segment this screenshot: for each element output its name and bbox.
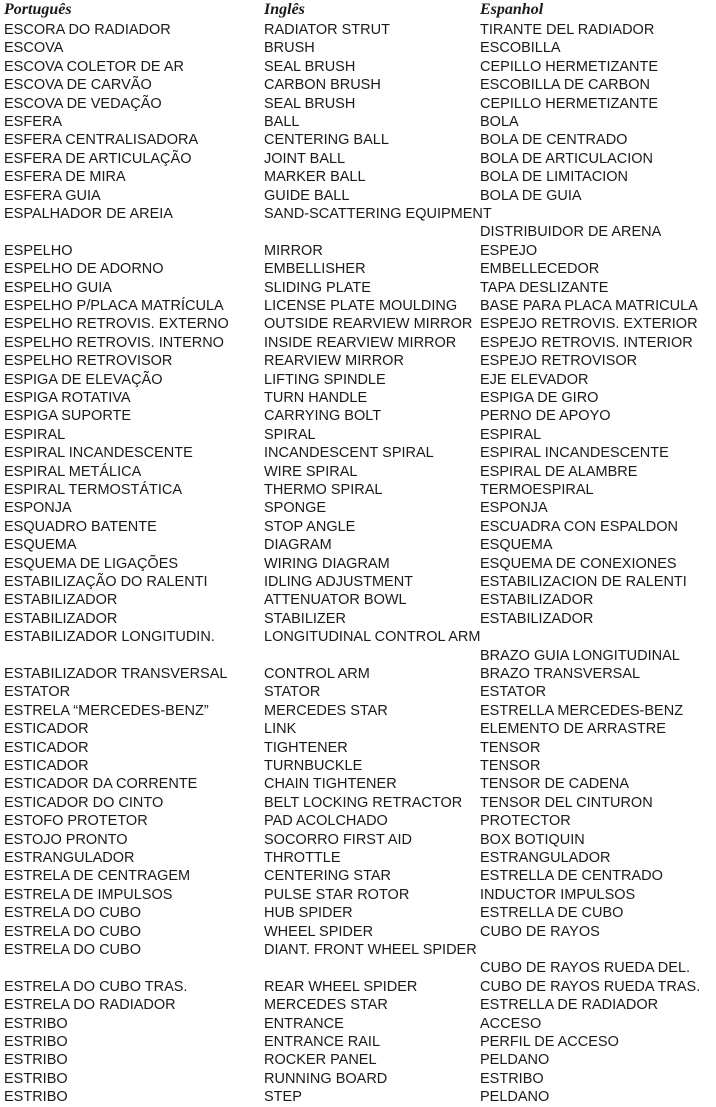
term-portugues: ESTRELA “MERCEDES-BENZ” (4, 702, 209, 719)
term-portugues: ESCORA DO RADIADOR (4, 22, 171, 38)
term-ingles: IDLING ADJUSTMENT (264, 574, 414, 590)
table-row (0, 812, 716, 830)
table-row (0, 831, 716, 849)
term-espanhol: ESPONJA (480, 500, 548, 517)
table-row (0, 555, 716, 573)
term-espanhol: BOLA DE LIMITACION (480, 169, 628, 186)
table-row (0, 591, 716, 609)
term-espanhol: ACCESO (480, 1015, 542, 1032)
header-espanhol: Espanhol (480, 1, 544, 18)
term-espanhol: ESCOBILLA (480, 40, 561, 57)
term-espanhol: ESPEJO (480, 242, 538, 259)
term-espanhol: TERMOESPIRAL (480, 482, 594, 498)
term-ingles: GUIDE BALL (264, 187, 350, 204)
term-espanhol: BRAZO GUIA LONGITUDINAL (480, 647, 680, 664)
table-row (0, 573, 716, 591)
term-ingles: ATTENUATOR BOWL (264, 592, 407, 609)
term-portugues: ESTICADOR (4, 758, 89, 774)
term-ingles: CENTERING BALL (264, 132, 389, 149)
term-espanhol: ESTABILIZACION DE RALENTI (480, 574, 687, 590)
term-espanhol: ESQUEMA (480, 537, 553, 554)
term-ingles: MERCEDES STAR (264, 997, 388, 1014)
term-portugues: ESTOJO PRONTO (4, 831, 128, 848)
term-portugues: ESPIRAL METÁLICA (4, 463, 142, 480)
term-ingles: LICENSE PLATE MOULDING (264, 298, 458, 314)
term-espanhol: TIRANTE DEL RADIADOR (480, 22, 655, 38)
term-ingles: REARVIEW MIRROR (264, 353, 404, 370)
term-portugues: ESTRELA DO RADIADOR (4, 997, 176, 1014)
term-espanhol: BOLA DE ARTICULACION (480, 150, 653, 167)
term-portugues: ESTICADOR (4, 721, 89, 738)
term-portugues: ESFERA DE ARTICULAÇÃO (4, 150, 192, 167)
term-ingles: TURN HANDLE (264, 390, 368, 406)
table-row (0, 426, 716, 444)
term-portugues: ESPONJA (4, 500, 72, 517)
table-row (0, 168, 716, 186)
table-row (0, 58, 716, 76)
term-ingles: STATOR (264, 684, 321, 701)
term-espanhol: CUBO DE RAYOS (480, 923, 600, 940)
term-espanhol: ESTRANGULADOR (480, 850, 611, 866)
table-row (0, 757, 716, 775)
table-row (0, 1033, 716, 1051)
header-portugues: Português (4, 1, 72, 18)
term-portugues: ESFERA DE MIRA (4, 169, 126, 186)
term-portugues: ESTRANGULADOR (4, 850, 135, 866)
term-espanhol: ESTABILIZADOR (480, 592, 594, 609)
term-ingles: STOP ANGLE (264, 518, 356, 535)
table-row (0, 536, 716, 554)
table-row (0, 628, 716, 646)
term-ingles: STABILIZER (264, 610, 346, 627)
table-row (0, 720, 716, 738)
term-ingles: SAND-SCATTERING EQUIPMENT (264, 206, 492, 222)
term-portugues: ESTRELA DE IMPULSOS (4, 886, 173, 903)
term-ingles: REAR WHEEL SPIDER (264, 978, 418, 995)
term-portugues: ESPIGA DE ELEVAÇÃO (4, 371, 163, 388)
term-ingles: ENTRANCE (264, 1015, 344, 1032)
table-row (0, 371, 716, 389)
table-row (0, 941, 716, 959)
table-row (0, 39, 716, 57)
term-portugues: ESPALHADOR DE AREIA (4, 206, 173, 222)
table-row (0, 95, 716, 113)
term-espanhol: ELEMENTO DE ARRASTRE (480, 721, 666, 738)
term-espanhol: ESTRELLA MERCEDES-BENZ (480, 702, 684, 719)
term-portugues: ESPELHO DE ADORNO (4, 261, 164, 278)
term-espanhol: BOX BOTIQUIN (480, 831, 585, 848)
term-ingles: CHAIN TIGHTENER (264, 776, 397, 793)
term-portugues: ESQUADRO BATENTE (4, 518, 157, 535)
table-row (0, 242, 716, 260)
term-espanhol: ESCOBILLA DE CARBON (480, 77, 651, 94)
table-row (0, 279, 716, 297)
term-ingles: ROCKER PANEL (264, 1052, 377, 1069)
term-espanhol: ESPEJO RETROVIS. EXTERIOR (480, 316, 698, 333)
term-portugues: ESTOFO PROTETOR (4, 813, 148, 830)
table-row (0, 867, 716, 885)
term-portugues: ESTRIBO (4, 1034, 68, 1050)
term-ingles: THERMO SPIRAL (264, 482, 383, 498)
table-row (0, 187, 716, 205)
table-row (0, 886, 716, 904)
table-row (0, 978, 716, 996)
term-espanhol: TENSOR (480, 739, 541, 756)
term-ingles: CONTROL ARM (264, 666, 370, 682)
table-row (0, 904, 716, 922)
term-espanhol: ESPIRAL DE ALAMBRE (480, 463, 638, 480)
term-espanhol: ESTRELLA DE CUBO (480, 905, 624, 922)
term-portugues: ESPIRAL TERMOSTÁTICA (4, 482, 183, 498)
table-row (0, 610, 716, 628)
term-espanhol: CUBO DE RAYOS RUEDA TRAS. (480, 978, 701, 995)
term-ingles: WHEEL SPIDER (264, 923, 374, 940)
table-row (0, 76, 716, 94)
table-row (0, 205, 716, 223)
term-ingles: CENTERING STAR (264, 868, 392, 885)
term-portugues: ESTRIBO (4, 1052, 68, 1069)
term-portugues: ESTABILIZADOR (4, 610, 118, 627)
term-ingles: BALL (264, 114, 300, 130)
term-portugues: ESTRELA DO CUBO TRAS. (4, 978, 188, 995)
term-portugues: ESTABILIZADOR LONGITUDIN. (4, 629, 215, 646)
term-portugues: ESTATOR (4, 684, 71, 701)
term-portugues: ESPIRAL INCANDESCENTE (4, 445, 193, 462)
term-portugues: ESCOVA (4, 40, 64, 57)
term-ingles: THROTTLE (264, 850, 341, 866)
term-ingles: CARBON BRUSH (264, 77, 381, 94)
term-ingles: INCANDESCENT SPIRAL (264, 445, 434, 462)
table-row (0, 334, 716, 352)
term-portugues: ESPELHO P/PLACA MATRÍCULA (4, 298, 224, 314)
term-ingles: INSIDE REARVIEW MIRROR (264, 334, 457, 351)
term-portugues: ESTABILIZADOR (4, 592, 118, 609)
term-ingles: LIFTING SPINDLE (264, 371, 386, 388)
term-portugues: ESPELHO RETROVIS. EXTERNO (4, 316, 229, 333)
term-espanhol: ESQUEMA DE CONEXIONES (480, 555, 677, 572)
term-espanhol: PERFIL DE ACCESO (480, 1034, 619, 1050)
term-portugues: ESTRIBO (4, 1070, 68, 1087)
term-espanhol: BOLA (480, 114, 519, 130)
table-row (0, 1015, 716, 1033)
term-portugues: ESPIGA ROTATIVA (4, 390, 131, 406)
term-espanhol: ESPEJO RETROVISOR (480, 353, 638, 370)
term-portugues: ESPIRAL (4, 426, 66, 443)
term-espanhol: PELDANO (480, 1052, 550, 1069)
term-portugues: ESCOVA DE CARVÃO (4, 77, 152, 94)
term-portugues: ESTRELA DO CUBO (4, 905, 141, 922)
table-row (0, 849, 716, 867)
term-ingles: LONGITUDINAL CONTROL ARM (264, 629, 481, 646)
term-ingles: CARRYING BOLT (264, 408, 382, 425)
term-portugues: ESTRELA DE CENTRAGEM (4, 868, 191, 885)
term-espanhol: BRAZO TRANSVERSAL (480, 666, 641, 682)
term-ingles: MIRROR (264, 242, 323, 259)
term-espanhol: BOLA DE GUIA (480, 187, 582, 204)
table-row (0, 923, 716, 941)
term-espanhol: PROTECTOR (480, 813, 571, 830)
table-row (0, 959, 716, 977)
term-espanhol: INDUCTOR IMPULSOS (480, 886, 636, 903)
table-row (0, 775, 716, 793)
term-portugues: ESTICADOR DO CINTO (4, 794, 164, 811)
term-ingles: JOINT BALL (264, 150, 346, 167)
table-row (0, 996, 716, 1014)
table-row (0, 463, 716, 481)
term-portugues: ESTRIBO (4, 1015, 68, 1032)
term-ingles: SPONGE (264, 500, 327, 517)
term-espanhol: TENSOR (480, 758, 541, 774)
term-espanhol: TAPA DESLIZANTE (480, 279, 609, 296)
term-portugues: ESQUEMA (4, 537, 77, 554)
term-espanhol: TENSOR DE CADENA (480, 776, 630, 793)
table-row (0, 1070, 716, 1088)
term-portugues: ESPELHO (4, 242, 73, 259)
table-row (0, 702, 716, 720)
term-espanhol: PELDANO (480, 1089, 550, 1106)
header-ingles: Inglês (264, 1, 305, 18)
table-row (0, 665, 716, 683)
table-row (0, 481, 716, 499)
term-ingles: BELT LOCKING RETRACTOR (264, 794, 463, 811)
term-espanhol: TENSOR DEL CINTURON (480, 794, 653, 811)
term-portugues: ESPELHO RETROVIS. INTERNO (4, 334, 224, 351)
term-portugues: ESTRELA DO CUBO (4, 923, 141, 940)
term-espanhol: ESTRIBO (480, 1070, 544, 1087)
term-espanhol: BASE PARA PLACA MATRICULA (480, 298, 698, 314)
term-espanhol: BOLA DE CENTRADO (480, 132, 628, 149)
table-row (0, 518, 716, 536)
table-row (0, 131, 716, 149)
term-ingles: BRUSH (264, 40, 315, 57)
term-ingles: RUNNING BOARD (264, 1070, 388, 1087)
term-espanhol: ESPIGA DE GIRO (480, 390, 599, 406)
term-ingles: MARKER BALL (264, 169, 366, 186)
term-espanhol: CUBO DE RAYOS RUEDA DEL. (480, 960, 691, 977)
term-espanhol: ESTRELLA DE CENTRADO (480, 868, 663, 885)
term-ingles: SPIRAL (264, 426, 316, 443)
term-espanhol: ESPIRAL INCANDESCENTE (480, 445, 669, 462)
term-espanhol: DISTRIBUIDOR DE ARENA (480, 224, 662, 241)
table-row (0, 1051, 716, 1069)
table-row (0, 647, 716, 665)
term-portugues: ESFERA (4, 114, 63, 130)
term-ingles: DIAGRAM (264, 537, 332, 554)
term-espanhol: ESTATOR (480, 684, 547, 701)
term-portugues: ESFERA GUIA (4, 187, 101, 204)
term-ingles: WIRING DIAGRAM (264, 555, 390, 572)
term-portugues: ESTICADOR DA CORRENTE (4, 776, 198, 793)
term-ingles: PAD ACOLCHADO (264, 813, 388, 830)
table-row (0, 407, 716, 425)
table-row (0, 223, 716, 241)
table-row (0, 150, 716, 168)
term-ingles: STEP (264, 1089, 302, 1106)
term-ingles: PULSE STAR ROTOR (264, 886, 410, 903)
table-row (0, 389, 716, 407)
term-portugues: ESPIGA SUPORTE (4, 408, 132, 425)
term-espanhol: EJE ELEVADOR (480, 371, 589, 388)
term-espanhol: ESTABILIZADOR (480, 610, 594, 627)
term-portugues: ESPELHO GUIA (4, 279, 112, 296)
term-ingles: HUB SPIDER (264, 905, 353, 922)
term-ingles: RADIATOR STRUT (264, 22, 390, 38)
table-row (0, 21, 716, 39)
table-row (0, 315, 716, 333)
term-ingles: SEAL BRUSH (264, 95, 356, 112)
term-ingles: MERCEDES STAR (264, 702, 388, 719)
table-row (0, 499, 716, 517)
term-portugues: ESQUEMA DE LIGAÇÕES (4, 555, 179, 572)
term-portugues: ESCOVA COLETOR DE AR (4, 58, 184, 75)
term-ingles: LINK (264, 721, 297, 738)
term-espanhol: CEPILLO HERMETIZANTE (480, 95, 659, 112)
term-espanhol: EMBELLECEDOR (480, 261, 600, 278)
table-row (0, 113, 716, 131)
term-portugues: ESPELHO RETROVISOR (4, 353, 173, 370)
term-ingles: SOCORRO FIRST AID (264, 831, 412, 848)
term-ingles: SEAL BRUSH (264, 58, 356, 75)
term-ingles: TURNBUCKLE (264, 758, 363, 774)
term-ingles: OUTSIDE REARVIEW MIRROR (264, 316, 473, 333)
table-row (0, 297, 716, 315)
term-espanhol: ESPIRAL (480, 426, 542, 443)
table-row (0, 683, 716, 701)
term-portugues: ESCOVA DE VEDAÇÃO (4, 95, 162, 112)
term-portugues: ESTABILIZADOR TRANSVERSAL (4, 666, 228, 682)
table-row (0, 444, 716, 462)
term-ingles: SLIDING PLATE (264, 279, 371, 296)
term-ingles: EMBELLISHER (264, 261, 366, 278)
term-espanhol: CEPILLO HERMETIZANTE (480, 58, 659, 75)
table-row (0, 1088, 716, 1106)
term-portugues: ESTRELA DO CUBO (4, 942, 141, 958)
term-portugues: ESTICADOR (4, 739, 89, 756)
term-ingles: DIANT. FRONT WHEEL SPIDER (264, 942, 477, 958)
term-espanhol: ESPEJO RETROVIS. INTERIOR (480, 334, 693, 351)
term-portugues: ESFERA CENTRALISADORA (4, 132, 199, 149)
term-espanhol: ESCUADRA CON ESPALDON (480, 518, 678, 535)
table-row (0, 352, 716, 370)
term-portugues: ESTRIBO (4, 1089, 68, 1106)
term-ingles: ENTRANCE RAIL (264, 1034, 381, 1050)
term-espanhol: ESTRELLA DE RADIADOR (480, 997, 659, 1014)
term-ingles: TIGHTENER (264, 739, 348, 756)
term-espanhol: PERNO DE APOYO (480, 408, 611, 425)
table-row (0, 794, 716, 812)
table-row (0, 260, 716, 278)
term-portugues: ESTABILIZAÇÃO DO RALENTI (4, 574, 208, 590)
table-row (0, 739, 716, 757)
term-ingles: WIRE SPIRAL (264, 463, 358, 480)
